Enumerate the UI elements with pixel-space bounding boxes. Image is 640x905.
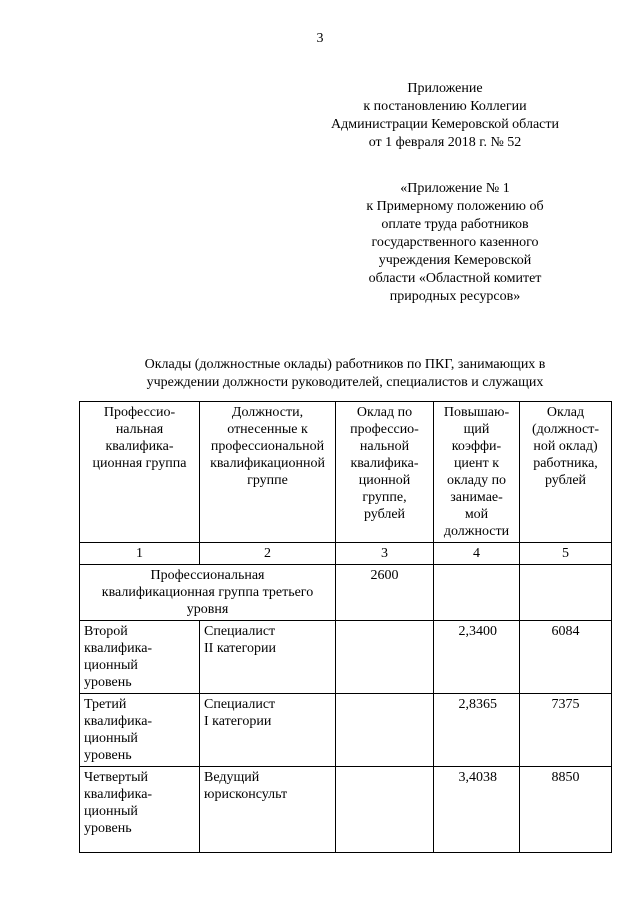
sub-appendix-line: природных ресурсов» [389,289,521,304]
table-header-row [80,402,612,543]
sub-appendix-line: оплате труда работников [381,217,529,232]
sub-appendix-line: «Приложение № 1 [400,181,510,196]
salary-cell: 7375 [520,694,612,767]
empty-cell [434,565,520,621]
empty-cell [336,621,434,694]
sub-appendix-line: к Примерному положению об [366,199,544,214]
position-cell: Специалист I категории [200,694,336,767]
empty-cell [520,565,612,621]
appendix-reference [300,80,590,152]
table-row [80,621,612,694]
header-cell-group: Профессио- нальная квалифика- ционная группа [80,402,200,543]
column-number: 2 [200,543,336,565]
sub-appendix-line: государственного казенного [371,235,539,250]
group-title: Профессиональная квалификационная группа третьего уровня [80,565,336,621]
salary-table [79,401,612,853]
salary-cell: 6084 [520,621,612,694]
appendix-line: от 1 февраля 2018 г. № 52 [368,135,522,150]
column-number: 3 [336,543,434,565]
page-number: 3 [316,31,324,46]
header-cell-salary: Оклад (должност- ной оклад) работника, рублей [520,402,612,543]
coefficient-cell: 3,4038 [434,767,520,853]
heading-line: Оклады (должностные оклады) работников по ПКГ, занимающих в [144,357,546,372]
empty-cell [336,694,434,767]
header-cell-group-salary: Оклад по профессио- нальной квалифика- ционной группе, рублей [336,402,434,543]
level-cell: Третий квалифика- ционный уровень [80,694,200,767]
empty-cell [336,767,434,853]
group-row [80,565,612,621]
sub-appendix-line: области «Областной комитет [368,271,542,286]
column-number: 4 [434,543,520,565]
sub-appendix-reference [320,180,590,306]
column-number-row [80,543,612,565]
coefficient-cell: 2,8365 [434,694,520,767]
header-cell-coefficient: Повышаю- щий коэффи- циент к окладу по занимае- мой должности [434,402,520,543]
position-cell: Ведущий юрисконсульт [200,767,336,853]
level-cell: Четвертый квалифика- ционный уровень [80,767,200,853]
salary-cell: 8850 [520,767,612,853]
position-cell: Специалист II категории [200,621,336,694]
appendix-line: к постановлению Коллегии [363,99,527,114]
sub-appendix-line: учреждения Кемеровской [378,253,532,268]
coefficient-cell: 2,3400 [434,621,520,694]
column-number: 5 [520,543,612,565]
level-cell: Второй квалифика- ционный уровень [80,621,200,694]
table-row [80,694,612,767]
appendix-line: Администрации Кемеровской области [331,117,559,132]
appendix-line: Приложение [407,81,483,96]
header-cell-positions: Должности, отнесенные к профессиональной квалификационной группе [200,402,336,543]
group-salary: 2600 [336,565,434,621]
table-row [80,767,612,853]
column-number: 1 [80,543,200,565]
table-heading [80,356,610,392]
heading-line: учреждении должности руководителей, специалистов и служащих [146,375,544,390]
